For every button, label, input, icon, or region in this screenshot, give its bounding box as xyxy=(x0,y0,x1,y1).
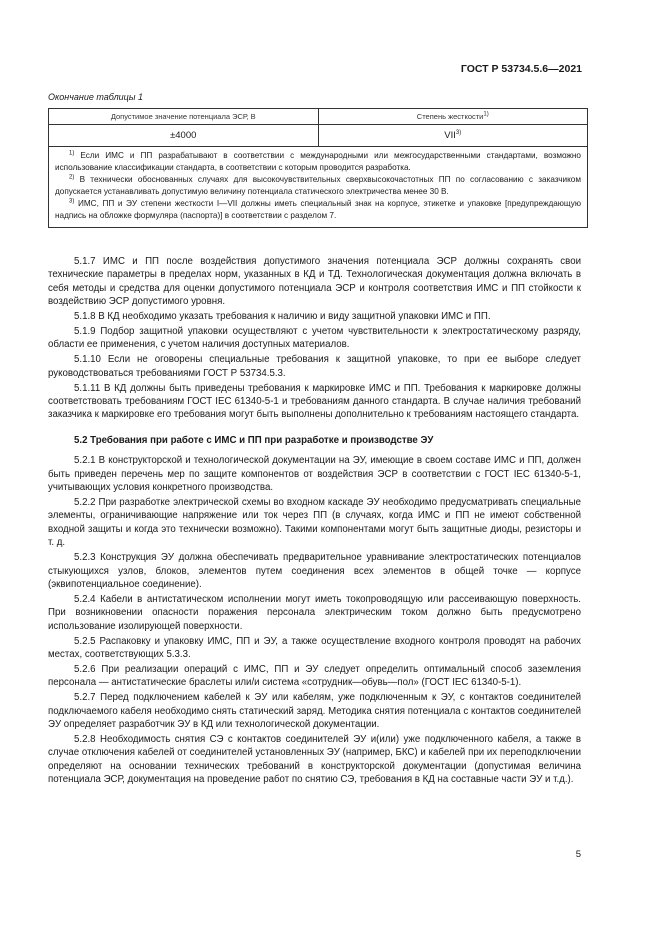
table-note: $^{3)}$ ИМС, ПП и ЭУ степени жесткости I—VII должны иметь специальный знак на корпусе, этикетке и упаковке [предупреждающую надпись на обложке формуляра (паспорта)] в соответствии с разделом 7. xyxy=(55,198,581,220)
table-row xyxy=(49,125,587,147)
table-notes xyxy=(49,147,587,227)
column-header-potential: Допустимое значение потенциала ЭСР, В xyxy=(110,112,256,121)
standard-code: ГОСТ Р 53734.5.6—2021 xyxy=(460,63,582,75)
footnote-ref: 3) xyxy=(455,129,462,136)
section-title-5-2: 5.2 Требования при работе с ИМС и ПП при разработке и производстве ЭУ xyxy=(74,434,434,446)
table-caption: Окончание таблицы 1 xyxy=(48,92,143,102)
page-number: 5 xyxy=(575,849,581,860)
table-note: $^{1)}$ Если ИМС и ПП разрабатывают в соответствии с международными или межгосударственными стандартами, возможно использование классификации стандарта, в соответствии с которым проводится разработка. xyxy=(55,150,581,172)
paragraph-5-1-8: 5.1.8 В КД необходимо указать требования к наличию и виду защитной упаковки ИМС и ПП. xyxy=(74,311,491,323)
paragraph-5-1-11: 5.1.11 В КД должны быть приведены требования к маркировке ИМС и ПП. Требования к маркировке должны соответствовать требованиям ГОСТ IEC 61340-5-1 и требованиям данного стандарта. В случае наличия требований заказчика к маркировке его требования могут быть выполнены дополнительно к требованиям настоящего стандарта. xyxy=(48,382,581,421)
paragraph-5-2-3: 5.2.3 Конструкция ЭУ должна обеспечивать предварительное уравнивание электростатических потенциалов стыкующихся узлов, блоков, элементов путем соединения всех элементов в общей точке — корпусе (эквипотенциальное соединение). xyxy=(48,552,581,590)
cell-degree-value: VII$^{3)}$ xyxy=(318,125,588,146)
paragraph-5-2-1: 5.2.1 В конструкторской и технологической документации на ЭУ, имеющие в своем составе ИМС и ПП, должен быть приведен перечень мер по защите компонентов от воздействия ЭСР в соответствии с ГОСТ IEC 61340-5-1, учитывающих условия конкретного производства. xyxy=(48,455,581,494)
cell-potential-value: ±4000 xyxy=(170,130,197,141)
paragraph-5-2-5: 5.2.5 Распаковку и упаковку ИМС, ПП и ЭУ, а также осуществление входного контроля проводят на рабочих местах, соответствующих 5.3.3. xyxy=(48,635,581,660)
paragraph-5-1-9: 5.1.9 Подбор защитной упаковки осуществляют с учетом чувствительности к электростатическому разряду, области ее применения, с учетом наличия доступных материалов. xyxy=(48,326,581,351)
footnote-ref: 1) xyxy=(483,111,489,118)
paragraph-5-1-10: 5.1.10 Если не оговорены специальные требования к защитной упаковке, то при ее выборе следует руководствоваться требованиями ГОСТ Р 53734.5.3. xyxy=(48,354,581,379)
paragraph-5-2-7: 5.2.7 Перед подключением кабелей к ЭУ или кабелям, уже подключенным к ЭУ, с контактов соединителей подключаемого кабеля необходимо снять статический заряд. Методика снятия потенциала с контактов соединителей ЭУ определяет разработчик ЭУ в КД или технологической документации. xyxy=(48,692,581,730)
table-header-row xyxy=(49,109,587,125)
paragraph-5-2-4: 5.2.4 Кабели в антистатическом исполнении могут иметь токопроводящую или рассеивающую поверхность. При возникновении опасности поражения персонала электрическим током должно быть предусмотрено использование изолирующей поверхности. xyxy=(48,593,581,632)
table-note: $^{2)}$ В технически обоснованных случаях для высокочувствительных сверхвысокочастотных ПП по согласованию с заказчиком допускается устанавливать допустимую величину потенциала статического электричества менее 30 В. xyxy=(55,174,581,196)
esd-table xyxy=(48,108,588,228)
paragraph-5-2-6: 5.2.6 При реализации операций с ИМС, ПП и ЭУ следует определить оптимальный способ заземления персонала — антистатические браслеты или/и система «сотрудник—обувь—пол» (ГОСТ IEC 61340-5-1). xyxy=(48,663,581,689)
paragraph-5-2-8: 5.2.8 Необходимость снятия СЭ с контактов соединителей ЭУ и(или) уже подключенного кабеля, а также в случае отключения кабелей от соединителей установленных ЭУ (например, БКС) и кабелей при их переподключении определяют на основании технических требований в конструкторской документации (допустимая величина потенциала ЭСР, документация на проведение работ по снятию СЭ, требования в КД на составные части ЭУ и т.д.). xyxy=(48,733,581,786)
body-text xyxy=(48,255,581,788)
paragraph-5-2-2: 5.2.2 При разработке электрической схемы во входном каскаде ЭУ необходимо предусматривать специальные элементы, ограничивающие напряжение или ток через ПП (в случаях, когда ИМС и ПП не имеют собственной входной защиты и когда это технически возможно). Такими компонентами могут быть защитные диоды, резисторы и т. д. xyxy=(48,497,581,549)
paragraph-5-1-7: 5.1.7 ИМС и ПП после воздействия допустимого значения потенциала ЭСР должны сохранять свои технические параметры в пределах норм, указанных в КД и ТД. Технологическая документация должна включать в себя методы и средства для оценки допустимого потенциала ЭСР и контроля соответствия ИМС и ПП стойкости к воздействию ЭСР допустимого уровня. xyxy=(48,256,581,308)
column-header-degree: Степень жесткости$^{1)}$ xyxy=(318,109,588,124)
